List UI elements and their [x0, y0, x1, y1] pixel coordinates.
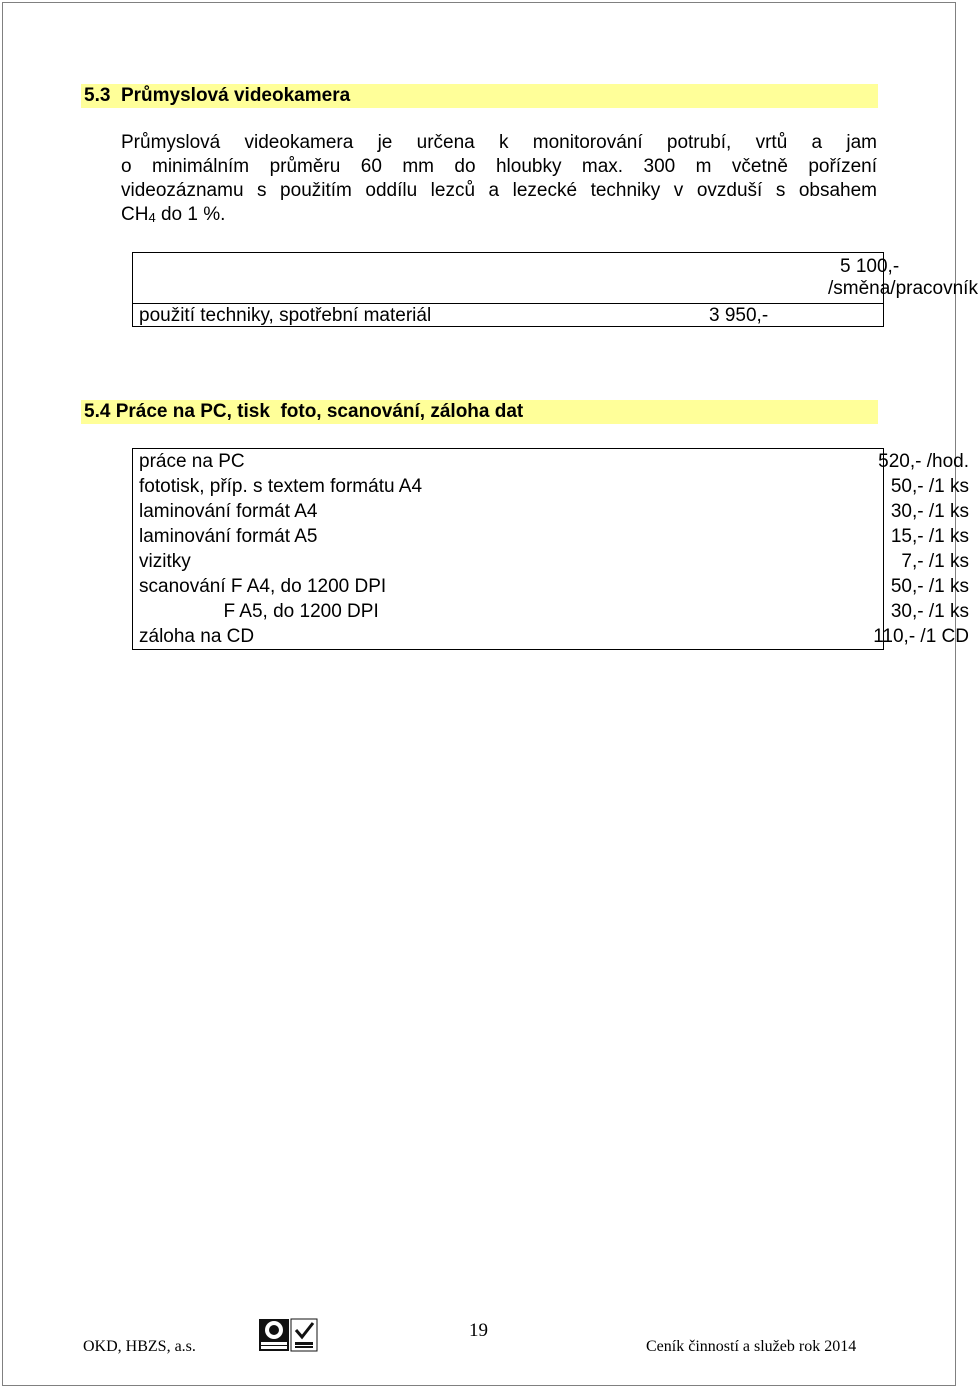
service-label: F A5, do 1200 DPI	[139, 601, 379, 622]
service-label: vizitky	[139, 551, 191, 572]
iso-certification-logo	[258, 1318, 318, 1352]
service-price: 110,- /1 CD	[873, 626, 969, 647]
table-row	[133, 253, 978, 303]
table-row	[133, 449, 969, 474]
price-value: 3 950,-	[709, 305, 769, 326]
service-label: záloha na CD	[139, 626, 255, 647]
service-label: práce na PC	[139, 451, 245, 472]
pc-services-table	[132, 448, 969, 650]
table-row	[133, 574, 969, 599]
section-5-4-heading: 5.4 Práce na PC, tisk foto, scanování, záloha dat	[81, 400, 878, 424]
paragraph-line: Průmyslová videokamera je určena k monitorování potrubí, vrtů a jam	[121, 132, 877, 153]
footer-document-title: Ceník činností a služeb rok 2014	[646, 1338, 857, 1355]
page-number: 19	[469, 1320, 488, 1341]
service-label: laminování formát A5	[139, 526, 318, 547]
service-price: 520,- /hod.	[878, 451, 969, 472]
service-label: fototisk, příp. s textem formátu A4	[139, 476, 423, 497]
paragraph-line: videozáznamu s použitím oddílu lezců a lezecké techniky v ovzduší s obsahem	[121, 180, 877, 201]
price-cell	[828, 256, 978, 300]
table-row	[133, 549, 969, 574]
table-row	[133, 474, 969, 499]
service-price: 50,- /1 ks	[890, 576, 969, 597]
price-value: 5 100,-	[840, 256, 900, 277]
table-row	[133, 303, 883, 327]
service-price: 30,- /1 ks	[890, 501, 969, 522]
service-price: 50,- /1 ks	[890, 476, 969, 497]
table-row	[133, 499, 969, 524]
formula-text: CH	[121, 204, 149, 225]
service-price: 7,- /1 ks	[901, 551, 969, 572]
service-label: laminování formát A4	[139, 501, 318, 522]
service-price: 30,- /1 ks	[890, 601, 969, 622]
row-label: použití techniky, spotřební materiál	[139, 305, 432, 326]
paragraph-text: do 1 %.	[155, 204, 226, 225]
table-row	[133, 624, 969, 649]
formula-subscript: 4	[148, 210, 156, 225]
camera-price-table	[132, 252, 978, 327]
table-row	[133, 599, 969, 624]
footer-company: OKD, HBZS, a.s.	[83, 1338, 196, 1355]
paragraph-line	[121, 203, 877, 227]
section-5-3-paragraph	[121, 131, 877, 227]
service-label: scanování F A4, do 1200 DPI	[139, 576, 387, 597]
paragraph-line: o minimálním průměru 60 mm do hloubky max. 300 m včetně pořízení	[121, 156, 877, 177]
price-unit: /směna/pracovník	[828, 278, 978, 299]
service-price: 15,- /1 ks	[890, 526, 969, 547]
section-5-3-heading: 5.3 Průmyslová videokamera	[81, 84, 878, 108]
table-row	[133, 524, 969, 549]
